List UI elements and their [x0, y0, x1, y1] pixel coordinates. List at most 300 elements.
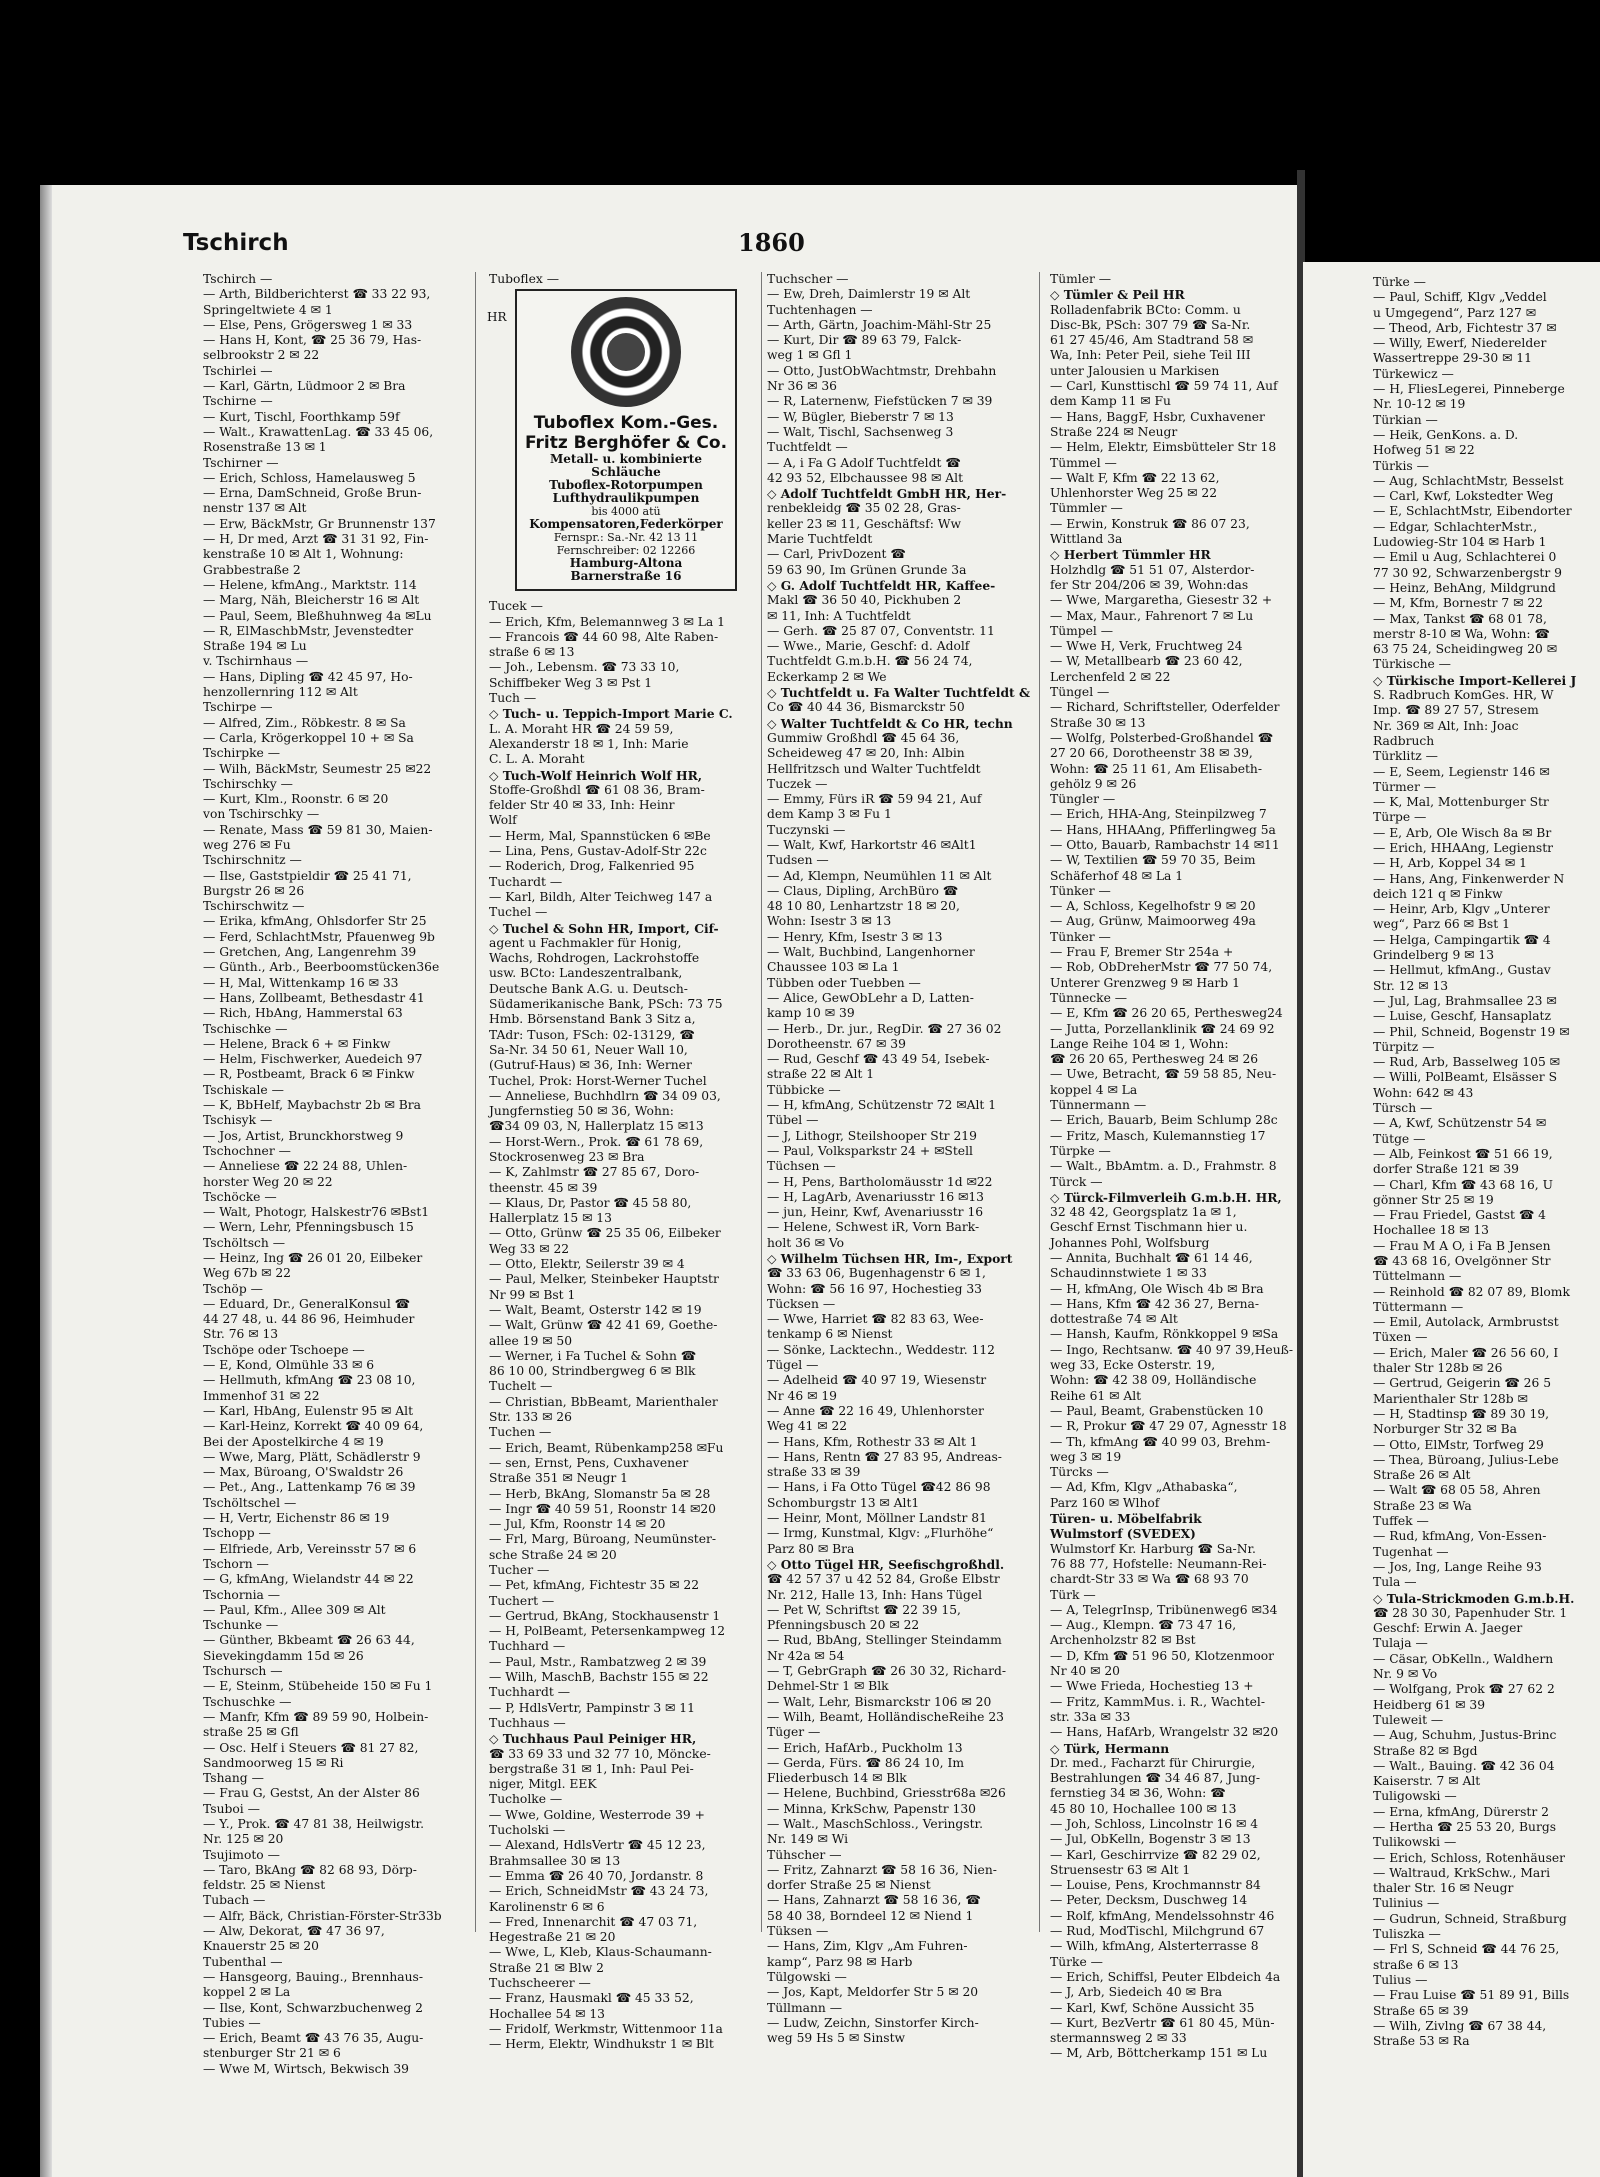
directory-line: — Aug, Schuhm, Justus-Brinc — [1373, 1728, 1557, 1743]
directory-line: theenstr. 45 ✉ 39 — [489, 1180, 598, 1195]
directory-line: — Hans, Zollbeamt, Bethesdastr 41 — [203, 990, 425, 1005]
directory-line: gönner Str 25 ✉ 19 — [1373, 1192, 1494, 1207]
directory-line: Türkische — — [1373, 657, 1451, 672]
directory-line: Tünnecke — — [1050, 990, 1128, 1005]
directory-line: Nr. 10-12 ✉ 19 — [1373, 397, 1466, 412]
directory-line: weg 1 ✉ Gfl 1 — [767, 348, 853, 363]
directory-line: Tünker — — [1050, 929, 1111, 944]
directory-line: — E, SchlachtMstr, Eibendorter — [1373, 504, 1572, 519]
directory-line: Tütge — — [1373, 1131, 1426, 1146]
directory-line: — Otto, Elektr, Seilerstr 39 ✉ 4 — [489, 1257, 685, 1272]
directory-line: dorfer Straße 121 ✉ 39 — [1373, 1162, 1519, 1177]
directory-line: 77 30 92, Schwarzenbergstr 9 — [1373, 565, 1562, 580]
directory-line: Türpe — — [1373, 810, 1427, 825]
directory-line: Eckerkamp 2 ✉ We — [767, 669, 887, 684]
directory-line: Tubach — — [203, 1893, 266, 1908]
directory-line: — Walt F, Kfm ☎ 22 13 62, — [1050, 470, 1220, 485]
directory-line: — Renate, Mass ☎ 59 81 30, Maien- — [203, 822, 433, 837]
directory-line: — H, FliesLegerei, Pinneberge — [1373, 382, 1565, 397]
directory-line: Straße 224 ✉ Neugr — [1050, 424, 1178, 439]
directory-line: — A, Kwf, Schützenstr 54 ✉ — [1373, 1116, 1547, 1131]
ad-line: Metall- u. kombinierte — [550, 452, 702, 467]
ad-firm-name-2: Fritz Berghöfer & Co. — [524, 433, 728, 454]
directory-line: — Francois ☎ 44 60 98, Alte Raben- — [489, 629, 719, 644]
directory-line: — Thea, Büroang, Julius-Lebe — [1373, 1452, 1559, 1467]
directory-line: — Helene, kfmAng., Marktstr. 114 — [203, 577, 417, 592]
directory-line: — Erich, HHA-Ang, Steinpilzweg 7 — [1050, 807, 1267, 822]
directory-line: Tsuboi — — [203, 1801, 260, 1816]
directory-line: — Jos, Ing, Lange Reihe 93 — [1373, 1559, 1542, 1574]
directory-line: ◇ Tuch-Wolf Heinrich Wolf HR, — [489, 767, 703, 783]
ad-line: bis 4000 atü — [591, 505, 661, 519]
directory-line: — H, Pens, Bartholomäusstr 1d ✉22 — [767, 1174, 993, 1189]
directory-line: 76 88 77, Hofstelle: Neumann-Rei- — [1050, 1556, 1267, 1571]
directory-line: — R, ElMaschbMstr, Jevenstedter — [203, 623, 414, 638]
directory-line: Türke — — [1373, 275, 1426, 289]
directory-line: — Heik, GenKons. a. D. — [1373, 427, 1519, 442]
directory-line: — Frau G, Gestst, An der Alster 86 — [203, 1786, 420, 1801]
directory-line: — Ilse, Kont, Schwarzbuchenweg 2 — [203, 2000, 423, 2015]
directory-line: — Annita, Buchhalt ☎ 61 14 46, — [1050, 1251, 1253, 1265]
directory-line: — Hansgeorg, Bauing., Brennhaus- — [203, 1969, 424, 1984]
directory-line: — Gertrud, BkAng, Stockhausenstr 1 — [489, 1608, 721, 1623]
column-5-right-page — [1373, 275, 1600, 2165]
directory-line: Tübbicke — — [767, 1082, 841, 1097]
ad-line: Fernschreiber: 02 12266 — [556, 544, 696, 558]
directory-line: — Kurt, Tischl, Foorthkamp 59f — [203, 409, 400, 424]
directory-line: — Else, Pens, Grögersweg 1 ✉ 33 — [203, 317, 413, 332]
directory-line: Tübben oder Tuebben — — [767, 975, 921, 990]
directory-line: Tüttermann — — [1373, 1299, 1464, 1314]
directory-line: — Erich, Maler ☎ 26 56 60, I — [1373, 1345, 1559, 1360]
directory-line: — Rud, ModTischl, Milchgrund 67 — [1050, 1924, 1265, 1939]
directory-line: Tschirschwitz — — [203, 899, 305, 914]
directory-line: — Sönke, Lacktechn., Weddestr. 112 — [767, 1342, 996, 1357]
directory-line: Wolf — [489, 813, 517, 828]
directory-line: — Emil, Autolack, Armbrustst — [1373, 1315, 1559, 1330]
directory-line: von Tschirschky — — [203, 807, 320, 822]
directory-line: — Hans, Kfm ☎ 42 36 27, Berna- — [1050, 1296, 1260, 1311]
directory-line: Tschirlei — — [203, 363, 273, 378]
directory-line: stermannsweg 2 ✉ 33 — [1050, 2031, 1187, 2046]
directory-line: Tubenthal — — [203, 1954, 283, 1969]
directory-line: Str. 12 ✉ 13 — [1373, 978, 1449, 993]
directory-line: — Wwe, Goldine, Westerrode 39 + — [489, 1807, 705, 1822]
directory-line: — Erich, HHAAng, Legienstr — [1373, 840, 1554, 855]
directory-line: — Joh., Lebensm. ☎ 73 33 10, — [489, 660, 680, 675]
column-4 — [1050, 272, 1293, 2061]
directory-line: — Wwe, Marg, Plätt, Schädlerstr 9 — [203, 1449, 421, 1464]
globe-icon — [607, 333, 645, 371]
directory-line: Türkis — — [1373, 458, 1429, 473]
directory-line: Schäferhof 48 ✉ La 1 — [1050, 868, 1184, 883]
directory-line: Hallerplatz 15 ✉ 13 — [489, 1211, 612, 1226]
directory-line: Tucholke — — [489, 1792, 563, 1807]
directory-line: — Jos, Kapt, Meldorfer Str 5 ✉ 20 — [767, 1985, 979, 2000]
directory-line: Hegestraße 21 ✉ 20 — [489, 1930, 616, 1945]
directory-line: L. A. Moraht HR ☎ 24 59 59, — [489, 721, 674, 736]
directory-line: S. Radbruch KomGes. HR, W — [1373, 688, 1554, 703]
directory-line: Tuchtenhagen — — [767, 302, 873, 317]
directory-line: — Helga, Campingartik ☎ 4 — [1373, 932, 1551, 947]
tuboflex-advertisement — [515, 289, 737, 591]
directory-line: — Hans, HHAAng, Pfifferlingweg 5a — [1050, 822, 1276, 837]
directory-line: Straße 351 ✉ Neugr 1 — [489, 1471, 629, 1486]
directory-line: Tuchtfeldt — — [767, 440, 848, 455]
directory-line: Tübel — — [767, 1113, 819, 1128]
directory-line: — Ad, Kfm, Klgv „Athabaska“, — [1050, 1480, 1238, 1495]
directory-line: Tschursch — — [203, 1664, 283, 1679]
directory-line: — Walt, Lehr, Bismarckstr 106 ✉ 20 — [767, 1694, 992, 1709]
directory-line: Tschöcke — — [203, 1189, 277, 1204]
directory-line: — E, Arb, Ole Wisch 8a ✉ Br — [1373, 825, 1552, 840]
directory-line: — Phil, Schneid, Bogenstr 19 ✉ — [1373, 1024, 1570, 1039]
directory-line: — Erwin, Konstruk ☎ 86 07 23, — [1050, 516, 1250, 531]
directory-line: Heidberg 61 ✉ 39 — [1373, 1697, 1486, 1712]
directory-line: — Alexand, HdlsVertr ☎ 45 12 23, — [489, 1838, 706, 1853]
directory-line: Sandmoorweg 15 ✉ Ri — [203, 1755, 344, 1770]
directory-line: Tuchel, Prok: Horst-Werner Tuchel — [489, 1073, 707, 1088]
directory-line: — Gertrud, Geigerin ☎ 26 5 — [1373, 1376, 1552, 1391]
directory-line: — Carl, Kwf, Lokstedter Weg — [1373, 489, 1554, 504]
directory-line: — Alice, GewObLehr a D, Latten- — [767, 990, 974, 1005]
directory-line: 61 27 45/46, Am Stadtrand 58 ✉ — [1050, 333, 1254, 348]
directory-line: Imp. ☎ 89 27 57, Stresem — [1373, 703, 1539, 718]
directory-line: — Pet W, Schriftst ☎ 22 39 15, — [767, 1602, 961, 1617]
directory-line: Straße 65 ✉ 39 — [1373, 2003, 1469, 2018]
directory-line: horster Weg 20 ✉ 22 — [203, 1174, 333, 1189]
directory-line: Dr. med., Facharzt für Chirurgie, — [1050, 1755, 1256, 1770]
directory-line: Tuchscheerer — — [489, 1976, 591, 1991]
directory-line: — G, kfmAng, Wielandstr 44 ✉ 22 — [203, 1572, 414, 1587]
directory-line: Kaiserstr. 7 ✉ Alt — [1373, 1774, 1481, 1789]
directory-line: Nr. 149 ✉ Wi — [767, 1832, 849, 1847]
directory-line: straße 22 ✉ Alt 1 — [767, 1067, 875, 1082]
directory-line: — Theod, Arb, Fichtestr 37 ✉ — [1373, 320, 1557, 335]
directory-line: — Walt., KrawattenLag. ☎ 33 45 06, — [203, 424, 434, 439]
directory-line: — Karl, HbAng, Eulenstr 95 ✉ Alt — [203, 1403, 414, 1418]
directory-line: — Y., Prok. ☎ 47 81 38, Heilwigstr. — [203, 1816, 424, 1831]
directory-line: — Rolf, kfmAng, Mendelssohnstr 46 — [1050, 1908, 1275, 1923]
directory-line: — Walt, Beamt, Osterstr 142 ✉ 19 — [489, 1302, 702, 1317]
directory-line: Weg 41 ✉ 22 — [767, 1419, 848, 1434]
directory-line: merstr 8-10 ✉ Wa, Wohn: ☎ — [1373, 626, 1550, 641]
directory-line: Nr 99 ✉ Bst 1 — [489, 1287, 576, 1302]
directory-line: Tüxen — — [1373, 1330, 1428, 1345]
directory-line: u Umgegend“, Parz 127 ✉ — [1373, 305, 1537, 320]
directory-line: Tuleweit — — [1373, 1712, 1444, 1727]
directory-line: — Frl, Marg, Büroang, Neumünster- — [489, 1532, 717, 1547]
directory-line: — Frau Luise ☎ 51 89 91, Bills — [1373, 1988, 1570, 2003]
directory-line: Tuchhaus — — [489, 1715, 566, 1730]
directory-line: straße 6 ✉ 13 — [489, 645, 575, 660]
directory-line: 42 93 52, Elbchaussee 98 ✉ Alt — [767, 470, 964, 485]
directory-line: Tülgowski — — [767, 1969, 847, 1984]
directory-line: — A, Schloss, Kegelhofstr 9 ✉ 20 — [1050, 899, 1256, 914]
directory-line: — sen, Ernst, Pens, Cuxhavener — [489, 1455, 689, 1470]
directory-line: thaler Str 128b ✉ 26 — [1373, 1361, 1503, 1376]
directory-line: — Heinr, Mont, Möllner Landstr 81 — [767, 1511, 987, 1526]
directory-line: keller 23 ✉ 11, Geschäftsf: Ww — [767, 516, 962, 531]
directory-line: Tshang — — [203, 1771, 264, 1786]
directory-line: — Erich, Schloss, Hamelausweg 5 — [203, 470, 416, 485]
directory-line: Tulaja — — [1373, 1636, 1428, 1651]
directory-line: Tüksen — — [767, 1924, 829, 1939]
directory-line: — Helene, Schwest iR, Vorn Bark- — [767, 1220, 980, 1235]
directory-line: — Ingr ☎ 40 59 51, Roonstr 14 ✉20 — [489, 1501, 716, 1516]
directory-line: — H, kfmAng, Schützenstr 72 ✉Alt 1 — [767, 1098, 997, 1113]
directory-line: Schiffbeker Weg 3 ✉ Pst 1 — [489, 675, 653, 690]
directory-line: — Helene, Buchbind, Griesstr68a ✉26 — [767, 1786, 1006, 1801]
directory-line: Türen- u. Möbelfabrik — [1050, 1511, 1202, 1527]
directory-line: selbrookstr 2 ✉ 22 — [203, 348, 320, 363]
directory-line: — Rich, HbAng, Hammerstal 63 — [203, 1006, 403, 1021]
directory-line: Tubies — — [203, 2015, 261, 2030]
directory-line: — H, Arb, Koppel 34 ✉ 1 — [1373, 856, 1527, 871]
ad-hr-marker: HR — [487, 310, 507, 324]
directory-line: — Hertha ☎ 25 53 20, Burgs — [1373, 1819, 1557, 1834]
column-2 — [489, 272, 762, 2052]
directory-line: Nr. 212, Halle 13, Inh: Hans Tügel — [767, 1587, 983, 1602]
directory-line: Tugenhat — — [1373, 1544, 1449, 1559]
directory-line: — Fritz, KammMus. i. R., Wachtel- — [1050, 1694, 1266, 1709]
directory-line: — Erw, BäckMstr, Gr Brunnenstr 137 — [203, 516, 436, 531]
directory-line: weg 276 ✉ Fu — [203, 837, 291, 852]
directory-line: — Ilse, Gaststpieldir ☎ 25 41 71, — [203, 868, 412, 883]
directory-line: — Alw, Dekorat, ☎ 47 36 97, — [203, 1924, 385, 1939]
directory-line: Tuchert — — [489, 1593, 555, 1608]
directory-line: ✉ 11, Inh: A Tuchtfeldt — [767, 608, 911, 623]
directory-line: Brahmsallee 30 ✉ 13 — [489, 1853, 621, 1868]
directory-line: — Claus, Dipling, ArchBüro ☎ — [767, 883, 959, 898]
directory-line: — H, PolBeamt, Petersenkampweg 12 — [489, 1624, 726, 1639]
directory-line: Disc-Bk, PSch: 307 79 ☎ Sa-Nr. — [1050, 317, 1251, 332]
directory-line: — R, Prokur ☎ 47 29 07, Agnesstr 18 — [1050, 1419, 1287, 1434]
directory-line: Tühscher — — [767, 1847, 842, 1862]
running-header-name: Tschirch — [183, 230, 289, 256]
directory-line: Straße 82 ✉ Bgd — [1373, 1743, 1478, 1758]
directory-line: kamp 10 ✉ 39 — [767, 1006, 855, 1021]
directory-line: Schaudinnstwiete 1 ✉ 33 — [1050, 1266, 1207, 1281]
directory-line: — Emmy, Fürs iR ☎ 59 94 21, Auf — [767, 792, 982, 807]
directory-line: Tümmel — — [1050, 455, 1117, 470]
directory-line: v. Tschirnhaus — — [203, 654, 309, 669]
directory-line: sche Straße 24 ✉ 20 — [489, 1547, 617, 1562]
directory-line: — Anneliese, Buchhdlrn ☎ 34 09 03, — [489, 1088, 721, 1103]
directory-line: Tuligowski — — [1373, 1789, 1457, 1804]
directory-line: Tschopp — — [203, 1526, 271, 1541]
directory-line: — K, BbHelf, Maybachstr 2b ✉ Bra — [203, 1098, 421, 1113]
directory-line: — Rud, Geschf ☎ 43 49 54, Isebek- — [767, 1052, 990, 1067]
directory-line: Unterer Grenzweg 9 ✉ Harb 1 — [1050, 975, 1240, 990]
directory-line: Burgstr 26 ✉ 26 — [203, 883, 305, 898]
directory-line: — Luise, Geschf, Hansaplatz — [1373, 1009, 1551, 1024]
directory-line: — Walt ☎ 68 05 58, Ahren — [1373, 1483, 1541, 1498]
directory-line: Knauerstr 25 ✉ 20 — [203, 1939, 319, 1954]
directory-line: Türcks — — [1050, 1465, 1109, 1480]
directory-line: Nr. 369 ✉ Alt, Inh: Joac — [1373, 718, 1519, 733]
directory-line: renbekleidg ☎ 35 02 28, Gras- — [767, 501, 961, 516]
directory-line: Springeltwiete 4 ✉ 1 — [203, 302, 333, 317]
directory-line: — Paul, Schiff, Klgv „Veddel — [1373, 290, 1547, 305]
directory-line: — Henry, Kfm, Isestr 3 ✉ 13 — [767, 929, 943, 944]
directory-line: — Hans, i Fa Otto Tügel ☎42 86 98 — [767, 1480, 991, 1495]
directory-line: — Paul, Seem, Bleßhuhnweg 4a ✉Lu — [203, 608, 432, 623]
directory-line: — E, Steinm, Stübeheide 150 ✉ Fu 1 — [203, 1679, 433, 1694]
directory-line: Radbruch — [1373, 733, 1435, 748]
directory-line: — H, kfmAng, Ole Wisch 4b ✉ Bra — [1050, 1281, 1264, 1296]
directory-line: — Erika, kfmAng, Ohlsdorfer Str 25 — [203, 914, 427, 929]
directory-line: — Karl, Bildh, Alter Teichweg 147 a — [489, 889, 713, 904]
directory-line: — Günth., Arb., Beerboomstücken36e — [203, 960, 440, 975]
directory-line: — Th, kfmAng ☎ 40 99 03, Brehm- — [1050, 1434, 1271, 1449]
directory-line: — Wern, Lehr, Pfenningsbusch 15 — [203, 1220, 414, 1235]
directory-line: — Hellmuth, kfmAng ☎ 23 08 10, — [203, 1373, 416, 1388]
directory-line: ◇ Tula-Strickmoden G.m.b.H. — [1373, 1590, 1575, 1606]
directory-line: Türck — — [1050, 1174, 1103, 1189]
directory-line: — H, Dr med, Arzt ☎ 31 31 92, Fin- — [203, 532, 429, 547]
directory-line: — Elfriede, Arb, Vereinsstr 57 ✉ 6 — [203, 1541, 417, 1556]
directory-line: (Gutruf-Haus) ✉ 36, Inh: Werner — [489, 1058, 692, 1073]
directory-line: — Helm, Elektr, Eimsbütteler Str 18 — [1050, 440, 1277, 455]
directory-line: — Aug, Grünw, Maimoorweg 49a — [1050, 914, 1256, 929]
directory-line: — Hans, Rentn ☎ 27 83 95, Andreas- — [767, 1449, 1002, 1464]
directory-line: ☎ 26 20 65, Perthesweg 24 ✉ 26 — [1050, 1052, 1259, 1067]
directory-line: — Herb., Dr. jur., RegDir. ☎ 27 36 02 — [767, 1021, 1002, 1036]
directory-line: Tudsen — — [767, 853, 829, 868]
directory-line: Tuch — — [489, 691, 537, 706]
directory-line: ◇ Wilhelm Tüchsen HR, Im-, Export — [767, 1251, 1013, 1266]
directory-line: ◇ Walter Tuchtfeldt & Co HR, techn — [767, 715, 1013, 731]
directory-line: — Karl-Heinz, Korrekt ☎ 40 09 64, — [203, 1419, 424, 1434]
directory-line: Tuczynski — — [767, 822, 846, 837]
directory-line: Türklitz — — [1373, 749, 1438, 764]
directory-line: fer Str 204/206 ✉ 39, Wohn:das — [1050, 577, 1249, 592]
directory-line: 45 80 10, Hochallee 100 ✉ 13 — [1050, 1801, 1237, 1816]
ad-line: Hamburg-Altona — [569, 556, 683, 571]
directory-line: — Herm, Elektr, Windhukstr 1 ✉ Blt — [489, 2037, 714, 2052]
directory-line: — Walt, Grünw ☎ 42 41 69, Goethe- — [489, 1318, 718, 1333]
directory-line: — Uwe, Betracht, ☎ 59 58 85, Neu- — [1050, 1067, 1277, 1082]
directory-line: Wohn: ☎ 56 16 97, Hochestieg 33 — [767, 1281, 983, 1296]
directory-line: — Pet., Ang., Lattenkamp 76 ✉ 39 — [203, 1480, 416, 1495]
directory-line: ◇ Türck-Filmverleih G.m.b.H. HR, — [1050, 1189, 1282, 1205]
directory-line: deich 121 q ✉ Finkw — [1373, 886, 1503, 901]
directory-line: Türkewicz — — [1373, 366, 1454, 381]
directory-line: — Jul, ObKelln, Bogenstr 3 ✉ 13 — [1050, 1832, 1251, 1847]
directory-line: — Wwe Frieda, Hochestieg 13 + — [1050, 1679, 1254, 1694]
directory-line: — Osc. Helf i Steuers ☎ 81 27 82, — [203, 1740, 419, 1755]
directory-line: Tschirpke — — [203, 746, 281, 761]
directory-line: — Pet, kfmAng, Fichtestr 35 ✉ 22 — [489, 1578, 700, 1593]
directory-line: — Erich, HafArb., Puckholm 13 — [767, 1740, 963, 1755]
directory-line: tenkamp 6 ✉ Nienst — [767, 1327, 893, 1342]
directory-line: Tüngler — — [1050, 792, 1116, 807]
directory-line: — Franz, Hausmakl ☎ 45 33 52, — [489, 1991, 694, 2006]
directory-line: weg 3 ✉ 19 — [1050, 1449, 1122, 1464]
directory-line: — Hans, Ang, Finkenwerder N — [1373, 871, 1565, 886]
directory-line: Tuchhard — — [489, 1639, 566, 1654]
directory-line: — Fred, Innenarchit ☎ 47 03 71, — [489, 1914, 698, 1929]
page-edge — [40, 185, 52, 2177]
directory-line: — Wwe, L, Kleb, Klaus-Schaumann- — [489, 1945, 712, 1960]
directory-line: Türk — — [1050, 1587, 1096, 1602]
directory-line: — Hans, Kfm, Rothestr 33 ✉ Alt 1 — [767, 1434, 978, 1449]
directory-line: Tschiskale — — [203, 1082, 284, 1097]
directory-line: — Lina, Pens, Gustav-Adolf-Str 22c — [489, 844, 707, 859]
directory-line: — Manfr, Kfm ☎ 89 59 90, Holbein- — [203, 1709, 429, 1724]
directory-line: — Kurt, Klm., Roonstr. 6 ✉ 20 — [203, 792, 389, 807]
directory-line: — R, Laternenw, Fiefstücken 7 ✉ 39 — [767, 394, 993, 409]
directory-line: — Walt, Photogr, Halskestr76 ✉Bst1 — [203, 1205, 430, 1220]
ad-line: Tuboflex-Rotorpumpen — [549, 478, 703, 493]
directory-line: Türkian — — [1373, 412, 1438, 427]
directory-line: Nr 42a ✉ 54 — [767, 1648, 845, 1663]
directory-line: — Carl, Kunsttischl ☎ 59 74 11, Auf — [1050, 379, 1278, 394]
directory-line: — Emma ☎ 26 40 70, Jordanstr. 8 — [489, 1868, 704, 1883]
directory-line: 27 20 66, Dorotheenstr 38 ✉ 39, — [1050, 746, 1253, 761]
directory-line: — Otto, Bauarb, Rambachstr 14 ✉11 — [1050, 837, 1280, 852]
directory-line: Nr 36 ✉ 36 — [767, 379, 837, 394]
directory-line: — H, Stadtinsp ☎ 89 30 19, — [1373, 1406, 1550, 1421]
directory-line: — Carla, Krögerkoppel 10 + ✉ Sa — [203, 730, 414, 745]
directory-line: — Aug., Klempn. ☎ 73 47 16, — [1050, 1618, 1237, 1633]
directory-line: — Alfr, Bäck, Christian-Förster-Str33b — [203, 1908, 442, 1923]
directory-line: allee 19 ✉ 50 — [489, 1333, 573, 1348]
directory-line: Weg 33 ✉ 22 — [489, 1241, 570, 1256]
directory-line: — Charl, Kfm ☎ 43 68 16, U — [1373, 1177, 1553, 1192]
directory-line: — Wolfgang, Prok ☎ 27 62 2 — [1373, 1682, 1555, 1697]
directory-line: ◇ Tuchhaus Paul Peiniger HR, — [489, 1731, 697, 1747]
directory-line: Tuffek — — [1373, 1514, 1429, 1529]
directory-line: — Ew, Dreh, Daimlerstr 19 ✉ Alt — [767, 287, 971, 302]
directory-line: Tschischke — — [203, 1021, 288, 1036]
directory-line: Chaussee 103 ✉ La 1 — [767, 960, 900, 975]
directory-line: — W, Textilien ☎ 59 70 35, Beim — [1050, 853, 1256, 868]
directory-line: Hellfritzsch und Walter Tuchtfeldt — [767, 761, 981, 776]
directory-line: Tschuschke — — [203, 1694, 292, 1709]
directory-line: — Wilh, Zivlng ☎ 67 38 44, — [1373, 2018, 1547, 2033]
directory-line: — Walt., BbAmtm. a. D., Frahmstr. 8 — [1050, 1159, 1277, 1174]
directory-line: henzollernring 112 ✉ Alt — [203, 685, 358, 700]
directory-line: — Wolfg, Polsterbed-Großhandel ☎ — [1050, 730, 1274, 745]
directory-line: — jun, Heinr, Kwf, Avenariusstr 16 — [767, 1205, 984, 1220]
directory-line: — Fridolf, Werkmstr, Wittenmoor 11a — [489, 2021, 723, 2036]
ad-line: Fernspr.: Sa.-Nr. 42 13 11 — [553, 531, 699, 545]
directory-line: Parz 80 ✉ Bra — [767, 1541, 855, 1556]
directory-line: Nr. 125 ✉ 20 — [203, 1832, 284, 1847]
directory-line: — Karl, Kwf, Schöne Aussicht 35 — [1050, 2000, 1255, 2015]
directory-line: — Herb, BkAng, Slomanstr 5a ✉ 28 — [489, 1486, 711, 1501]
directory-line: — Helm, Fischwerker, Auedeich 97 — [203, 1052, 423, 1067]
directory-line: — Kurt, BezVertr ☎ 61 80 45, Mün- — [1050, 2015, 1275, 2030]
directory-line: Wohn: ☎ 42 38 09, Holländische — [1050, 1373, 1257, 1388]
directory-line: — Erich, Schloss, Rotenhäuser — [1373, 1850, 1566, 1865]
directory-line: thaler Str. 16 ✉ Neugr — [1373, 1881, 1514, 1896]
directory-line: — Heinz, Ing ☎ 26 01 20, Eilbeker — [203, 1251, 423, 1265]
directory-line: — Günther, Bkbeamt ☎ 26 63 44, — [203, 1633, 415, 1648]
directory-line: — T, GebrGraph ☎ 26 30 32, Richard- — [767, 1664, 1007, 1679]
directory-line: Nr 46 ✉ 19 — [767, 1388, 837, 1403]
directory-line: — Anneliese ☎ 22 24 88, Uhlen- — [203, 1159, 408, 1174]
directory-line: Tulinius — — [1373, 1896, 1440, 1911]
directory-line: Karolinenstr 6 ✉ 6 — [489, 1899, 605, 1914]
directory-line: kamp“, Parz 98 ✉ Harb — [767, 1954, 913, 1969]
directory-line: Tüllmann — — [767, 2000, 843, 2015]
directory-line: — Werner, i Fa Tuchel & Sohn ☎ — [489, 1348, 697, 1363]
column-3 — [767, 272, 1040, 2046]
directory-line: ◇ G. Adolf Tuchtfeldt HR, Kaffee- — [767, 577, 996, 593]
